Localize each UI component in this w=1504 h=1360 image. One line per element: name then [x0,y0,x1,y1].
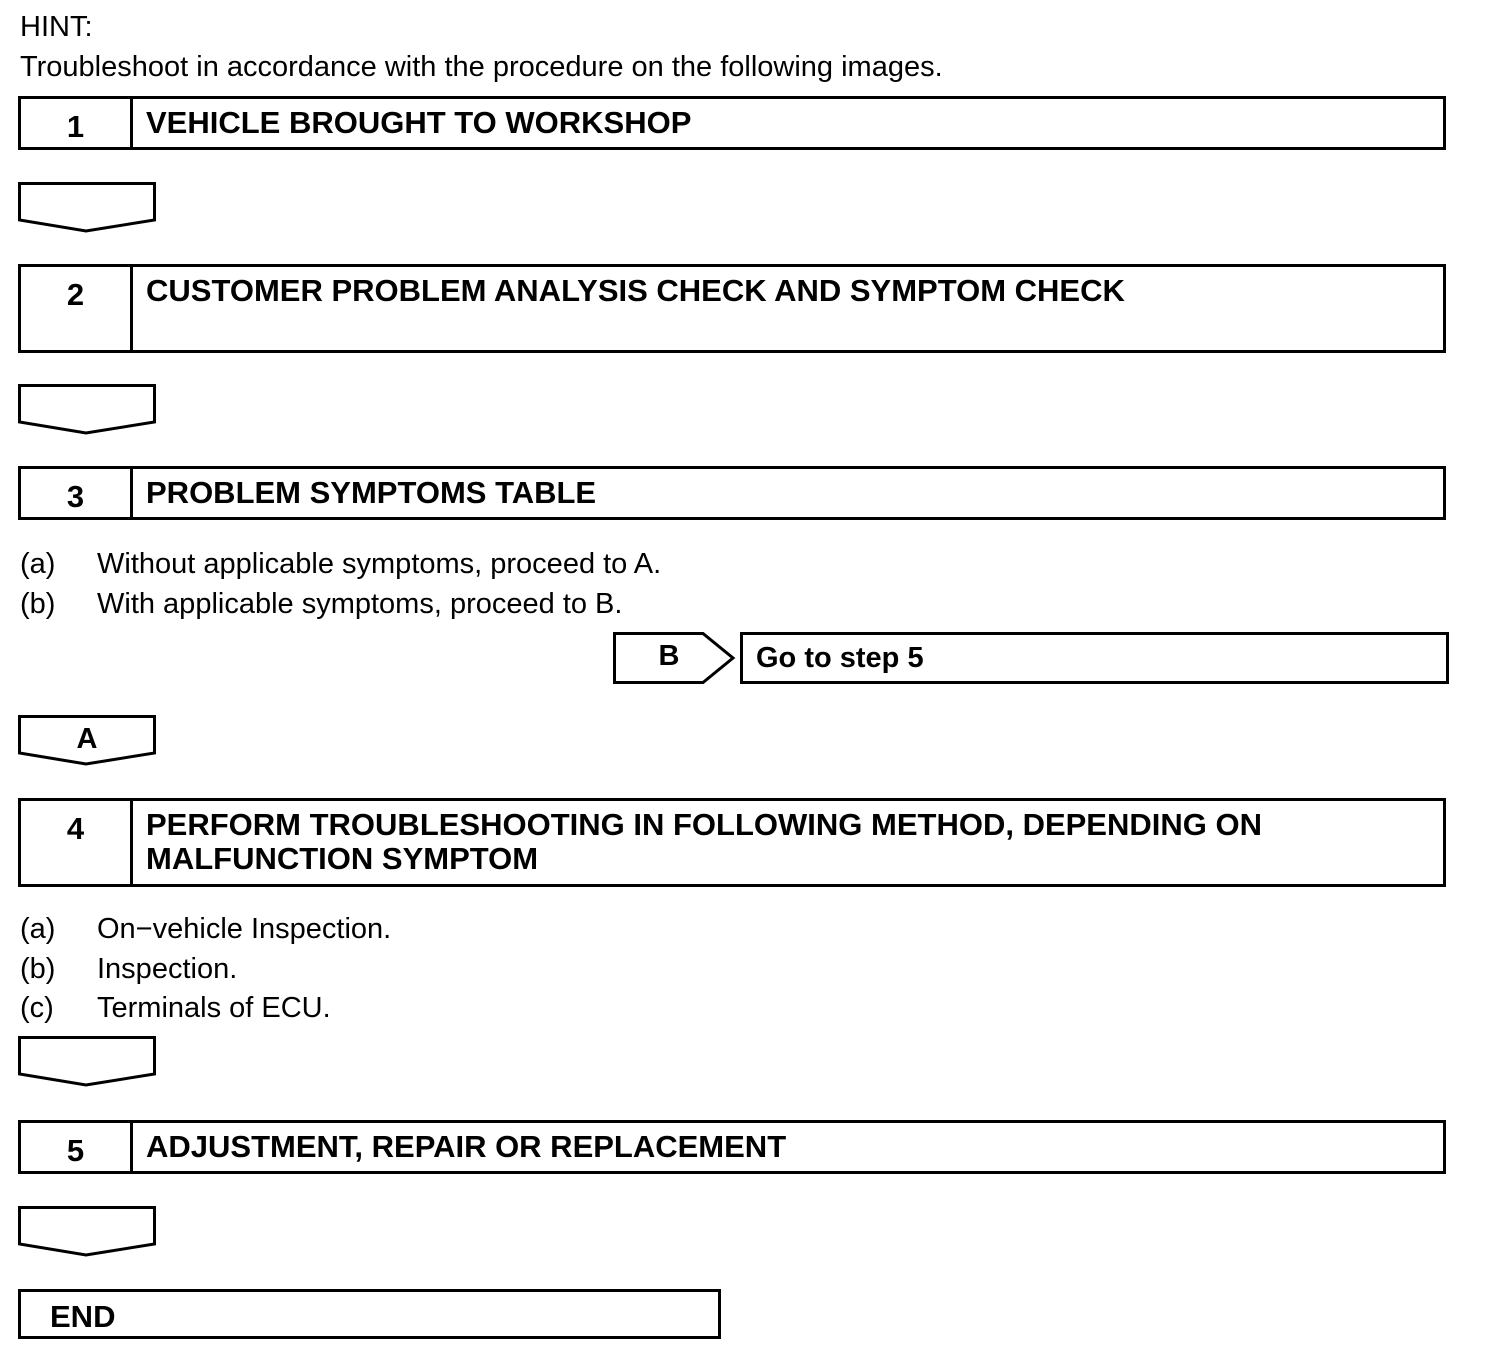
list-item-text: Inspection. [97,953,238,985]
step-number: 4 [21,801,133,884]
end-box: END [18,1289,721,1339]
list-item-text: Without applicable symptoms, proceed to A. [97,548,662,580]
down-arrow-icon [18,1206,156,1258]
list-item-key: (a) [20,548,56,580]
list-item-text: With applicable symptoms, proceed to B. [97,588,623,620]
list-item [20,991,331,1025]
step-number: 3 [21,469,133,517]
step-number: 5 [21,1123,133,1171]
list-item [20,952,237,986]
step-1-box [18,96,1446,150]
flow-arrow-down [18,1206,156,1258]
arrow-label: A [76,723,98,755]
branch-label: B [658,640,680,672]
step-title: PERFORM TROUBLESHOOTING IN FOLLOWING METHOD, DEPENDING ON MALFUNCTION SYMPTOM [146,807,1262,876]
list-item [20,912,391,946]
flow-arrow-down [18,1036,156,1088]
list-item-key: (b) [20,953,56,985]
list-item-key: (b) [20,588,56,620]
step-number: 1 [21,99,133,147]
flow-arrow-a [18,715,156,767]
list-item [20,547,661,581]
down-arrow-icon [18,182,156,234]
down-arrow-icon [18,384,156,436]
hint-text: Troubleshoot in accordance with the procedure on the following images. [20,51,943,83]
step-5-box [18,1120,1446,1174]
branch-target: Go to step 5 [740,632,1449,684]
list-item-key: (c) [20,992,54,1024]
flow-arrow-down [18,182,156,234]
flow-arrow-down [18,384,156,436]
branch-b [613,632,1447,684]
list-item-key: (a) [20,913,56,945]
down-arrow-icon [18,1036,156,1088]
step-title: PROBLEM SYMPTOMS TABLE [146,475,597,510]
step-2-box [18,264,1446,353]
step-3-box [18,466,1446,520]
step-title: ADJUSTMENT, REPAIR OR REPLACEMENT [146,1129,787,1164]
step-title: CUSTOMER PROBLEM ANALYSIS CHECK AND SYMPTOM CHECK [146,273,1125,308]
list-item-text: On−vehicle Inspection. [97,913,392,945]
list-item-text: Terminals of ECU. [97,992,331,1024]
step-title: VEHICLE BROUGHT TO WORKSHOP [146,105,692,140]
step-4-box [18,798,1446,887]
step-number: 2 [21,267,133,350]
list-item [20,587,622,621]
hint-label: HINT: [20,11,93,43]
